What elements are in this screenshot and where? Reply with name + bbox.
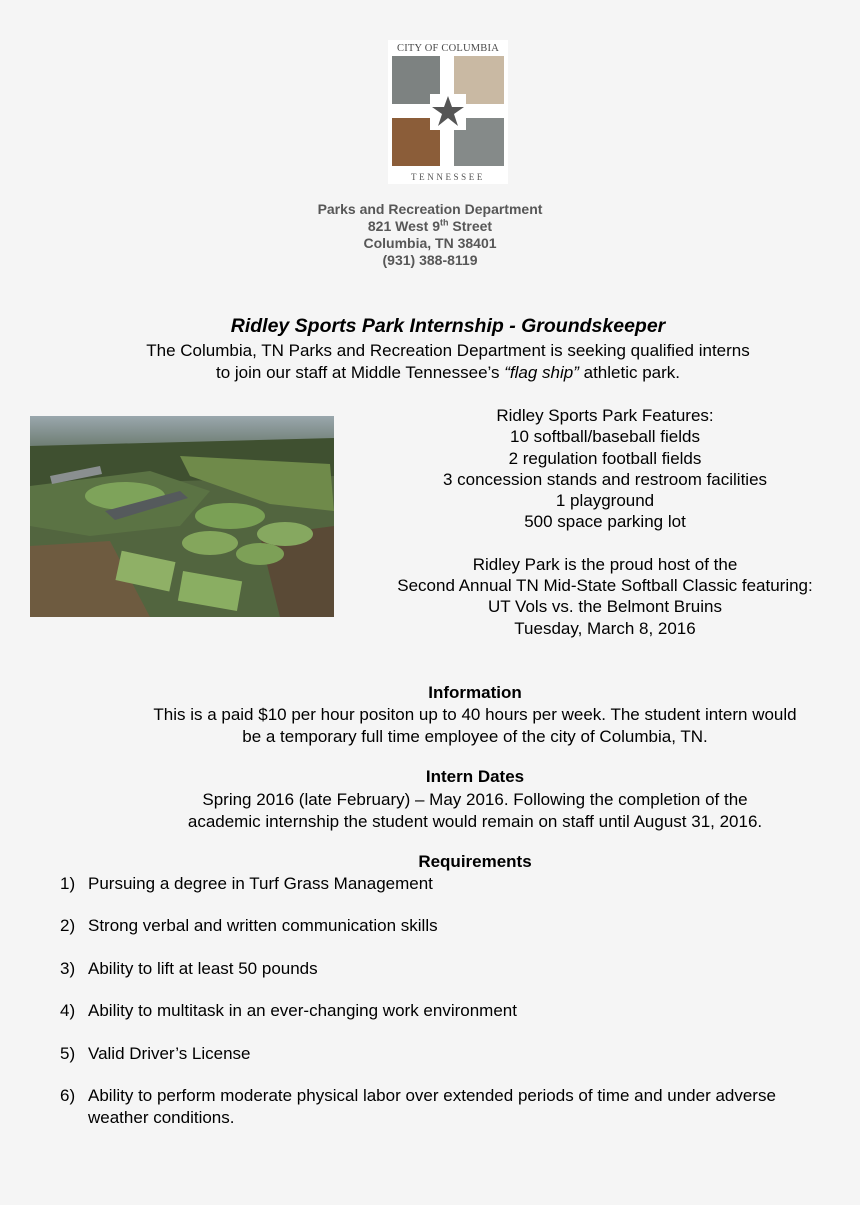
- page-title: Ridley Sports Park Internship - Groundskeeper: [230, 315, 666, 337]
- intern-dates-heading: Intern Dates: [425, 767, 525, 786]
- intern-dates-line-1: Spring 2016 (late February) – May 2016. Following the completion of the: [202, 790, 748, 809]
- park-features: [370, 405, 840, 639]
- list-item-number: 2): [60, 916, 76, 935]
- event-line-2: Second Annual TN Mid-State Softball Classic featuring:: [397, 576, 813, 596]
- information-line-1: This is a paid $10 per hour positon up to 40 hours per week. The student intern would: [153, 705, 797, 724]
- event-line-3: UT Vols vs. the Belmont Bruins: [487, 597, 722, 617]
- street-address: 821 West 9th Street: [367, 217, 493, 234]
- department-name: Parks and Recreation Department: [317, 201, 543, 217]
- intern-dates-line-2: academic internship the student would remain on staff until August 31, 2016.: [187, 811, 763, 831]
- logo-top-text: CITY OF COLUMBIA: [397, 43, 499, 54]
- requirements-heading: Requirements: [418, 852, 532, 871]
- feature-item: 1 playground: [555, 491, 655, 511]
- information-line-2: be a temporary full time employee of the city of Columbia, TN.: [242, 726, 708, 746]
- list-item-number: 6): [60, 1086, 76, 1105]
- event-line-4: Tuesday, March 8, 2016: [514, 618, 696, 638]
- intro-line-2: to join our staff at Middle Tennessee’s “flag ship” athletic park.: [216, 362, 680, 382]
- list-item-text: Ability to lift at least 50 pounds: [88, 959, 318, 978]
- feature-item: 500 space parking lot: [524, 512, 686, 532]
- city-state-zip: Columbia, TN 38401: [363, 235, 497, 251]
- department-address: [0, 201, 860, 269]
- star-icon: [428, 92, 468, 132]
- intro-line-1: The Columbia, TN Parks and Recreation Department is seeking qualified interns: [146, 341, 750, 360]
- list-item-text: Valid Driver’s License: [88, 1044, 251, 1063]
- list-item-text: Strong verbal and written communication skills: [88, 916, 438, 935]
- information-heading: Information: [428, 683, 522, 702]
- list-item-number: 3): [60, 959, 76, 978]
- event-line-1: Ridley Park is the proud host of the: [472, 554, 738, 574]
- list-item-number: 4): [60, 1001, 76, 1020]
- features-heading: Ridley Sports Park Features:: [496, 406, 714, 425]
- intern-dates-paragraph: [0, 789, 860, 832]
- list-item-text: Ability to multitask in an ever-changing work environment: [88, 1001, 517, 1020]
- information-paragraph: [0, 704, 860, 747]
- list-item-number: 5): [60, 1044, 76, 1063]
- aerial-park-photo: [30, 416, 334, 617]
- list-item-text: Pursuing a degree in Turf Grass Management: [88, 874, 433, 893]
- feature-item: 10 softball/baseball fields: [510, 427, 700, 447]
- list-item-number: 1): [60, 874, 76, 893]
- city-logo: [388, 40, 508, 184]
- intro-paragraph: [0, 340, 860, 383]
- logo-bottom-text: TENNESSEE: [411, 172, 485, 182]
- feature-item: 2 regulation football fields: [508, 448, 702, 468]
- list-item-text: Ability to perform moderate physical labor over extended periods of time and under adverse weather conditions.: [88, 1086, 776, 1127]
- feature-item: 3 concession stands and restroom facilities: [442, 469, 768, 489]
- phone-number: (931) 388-8119: [382, 252, 478, 268]
